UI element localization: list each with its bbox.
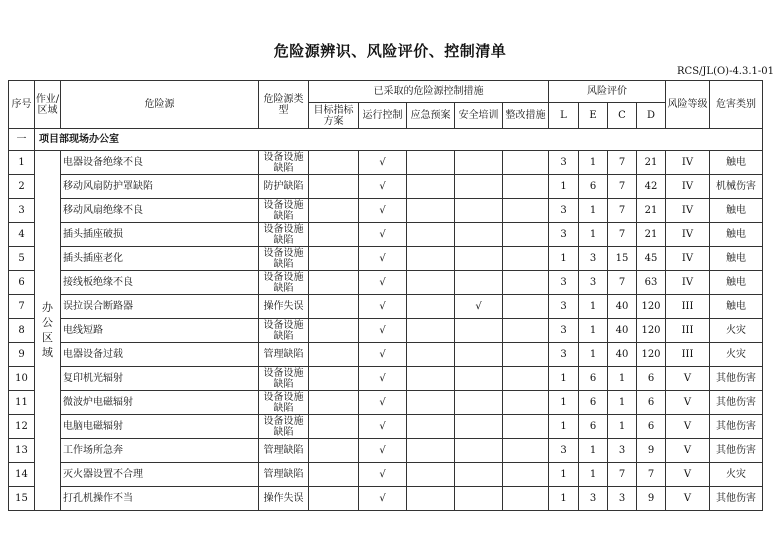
hazard-category: 触电: [710, 223, 763, 247]
hazard-type-cell: 设备设施缺陷: [259, 391, 309, 415]
target-cell: [309, 247, 359, 271]
l-value: 3: [549, 199, 579, 223]
risk-level: III: [666, 319, 710, 343]
rectify-cell: [503, 487, 549, 511]
hazard-category: 其他伤害: [710, 367, 763, 391]
hazard-type-cell: 设备设施缺陷: [259, 223, 309, 247]
table-row: [9, 367, 763, 391]
e-value: 6: [579, 391, 608, 415]
hazard-type-cell: 管理缺陷: [259, 439, 309, 463]
c-value: 7: [608, 175, 637, 199]
hazard-cell: 插头插座老化: [61, 247, 259, 271]
d-value: 7: [637, 463, 666, 487]
target-cell: [309, 439, 359, 463]
e-value: 6: [579, 367, 608, 391]
table-row: [9, 487, 763, 511]
d-value: 42: [637, 175, 666, 199]
emergency-cell: [407, 439, 455, 463]
risk-level: V: [666, 391, 710, 415]
hazard-table: [8, 80, 763, 511]
rectify-cell: [503, 439, 549, 463]
hazard-type-cell: 设备设施缺陷: [259, 247, 309, 271]
l-value: 1: [549, 175, 579, 199]
target-cell: [309, 151, 359, 175]
l-value: 3: [549, 439, 579, 463]
table-row: [9, 271, 763, 295]
row-number: 14: [9, 463, 35, 487]
header-training: 安全培训: [455, 103, 503, 129]
hazard-type-cell: 设备设施缺陷: [259, 271, 309, 295]
d-value: 9: [637, 487, 666, 511]
section-number: 一: [9, 129, 35, 151]
hazard-cell: 接线板绝缘不良: [61, 271, 259, 295]
training-cell: [455, 151, 503, 175]
hazard-category: 触电: [710, 151, 763, 175]
run-control-cell: √: [359, 415, 407, 439]
c-value: 7: [608, 223, 637, 247]
c-value: 1: [608, 367, 637, 391]
header-type: 危险源类型: [259, 81, 309, 129]
header-C: C: [608, 103, 637, 129]
header-rectify: 整改措施: [503, 103, 549, 129]
emergency-cell: [407, 223, 455, 247]
table-row: [9, 295, 763, 319]
d-value: 6: [637, 391, 666, 415]
hazard-cell: 工作场所急奔: [61, 439, 259, 463]
target-cell: [309, 391, 359, 415]
d-value: 63: [637, 271, 666, 295]
rectify-cell: [503, 367, 549, 391]
hazard-category: 其他伤害: [710, 439, 763, 463]
header-level: 风险等级: [666, 81, 710, 129]
training-cell: [455, 463, 503, 487]
row-number: 9: [9, 343, 35, 367]
d-value: 21: [637, 223, 666, 247]
c-value: 7: [608, 271, 637, 295]
header-hazard: 危险源: [61, 81, 259, 129]
hazard-category: 触电: [710, 271, 763, 295]
e-value: 3: [579, 247, 608, 271]
e-value: 1: [579, 319, 608, 343]
target-cell: [309, 343, 359, 367]
hazard-category: 其他伤害: [710, 487, 763, 511]
emergency-cell: [407, 319, 455, 343]
header-measures: 已采取的危险源控制措施: [309, 81, 549, 103]
target-cell: [309, 367, 359, 391]
rectify-cell: [503, 247, 549, 271]
hazard-type-cell: 设备设施缺陷: [259, 199, 309, 223]
header-seq: 序号: [9, 81, 35, 129]
rectify-cell: [503, 175, 549, 199]
target-cell: [309, 415, 359, 439]
target-cell: [309, 271, 359, 295]
row-number: 3: [9, 199, 35, 223]
l-value: 3: [549, 151, 579, 175]
rectify-cell: [503, 295, 549, 319]
rectify-cell: [503, 319, 549, 343]
hazard-cell: 移动风扇绝缘不良: [61, 199, 259, 223]
d-value: 21: [637, 151, 666, 175]
l-value: 1: [549, 367, 579, 391]
row-number: 15: [9, 487, 35, 511]
rectify-cell: [503, 199, 549, 223]
e-value: 1: [579, 151, 608, 175]
hazard-category: 机械伤害: [710, 175, 763, 199]
c-value: 40: [608, 295, 637, 319]
table-row: [9, 343, 763, 367]
hazard-cell: 打孔机操作不当: [61, 487, 259, 511]
hazard-cell: 微波炉电磁辐射: [61, 391, 259, 415]
hazard-cell: 电脑电磁辐射: [61, 415, 259, 439]
run-control-cell: √: [359, 343, 407, 367]
area-label: 办公区域: [42, 301, 53, 359]
header-E: E: [579, 103, 608, 129]
target-cell: [309, 223, 359, 247]
page-title: 危险源辨识、风险评价、控制清单: [273, 42, 507, 60]
hazard-type-cell: 设备设施缺陷: [259, 151, 309, 175]
hazard-type-cell: 操作失误: [259, 295, 309, 319]
run-control-cell: √: [359, 199, 407, 223]
e-value: 6: [579, 415, 608, 439]
rectify-cell: [503, 463, 549, 487]
l-value: 1: [549, 415, 579, 439]
hazard-cell: 插头插座破损: [61, 223, 259, 247]
hazard-category: 其他伤害: [710, 415, 763, 439]
header-category: 危害类别: [710, 81, 763, 129]
run-control-cell: √: [359, 391, 407, 415]
header-D: D: [637, 103, 666, 129]
rectify-cell: [503, 391, 549, 415]
run-control-cell: √: [359, 271, 407, 295]
l-value: 3: [549, 319, 579, 343]
target-cell: [309, 487, 359, 511]
emergency-cell: [407, 295, 455, 319]
table-row: [9, 415, 763, 439]
training-cell: [455, 439, 503, 463]
training-cell: [455, 247, 503, 271]
training-cell: [455, 223, 503, 247]
risk-level: V: [666, 487, 710, 511]
training-cell: [455, 367, 503, 391]
e-value: 1: [579, 295, 608, 319]
row-number: 13: [9, 439, 35, 463]
hazard-cell: 电器设备绝缘不良: [61, 151, 259, 175]
hazard-category: 触电: [710, 247, 763, 271]
risk-level: V: [666, 415, 710, 439]
run-control-cell: √: [359, 319, 407, 343]
hazard-cell: 复印机光辐射: [61, 367, 259, 391]
emergency-cell: [407, 367, 455, 391]
area-cell: [35, 151, 61, 511]
run-control-cell: √: [359, 175, 407, 199]
table-row: [9, 439, 763, 463]
emergency-cell: [407, 247, 455, 271]
d-value: 120: [637, 295, 666, 319]
table-row: [9, 151, 763, 175]
hazard-category: 火灾: [710, 319, 763, 343]
training-cell: [455, 271, 503, 295]
risk-level: V: [666, 367, 710, 391]
hazard-type-cell: 管理缺陷: [259, 463, 309, 487]
training-cell: [455, 415, 503, 439]
section-row: [9, 129, 763, 151]
e-value: 3: [579, 271, 608, 295]
hazard-type-cell: 操作失误: [259, 487, 309, 511]
row-number: 4: [9, 223, 35, 247]
emergency-cell: [407, 463, 455, 487]
target-cell: [309, 175, 359, 199]
row-number: 12: [9, 415, 35, 439]
risk-level: IV: [666, 175, 710, 199]
e-value: 1: [579, 439, 608, 463]
section-name: 项目部现场办公室: [35, 129, 763, 151]
hazard-type-cell: 管理缺陷: [259, 343, 309, 367]
training-cell: [455, 343, 503, 367]
e-value: 1: [579, 223, 608, 247]
target-cell: [309, 319, 359, 343]
rectify-cell: [503, 223, 549, 247]
e-value: 1: [579, 199, 608, 223]
hazard-cell: 电线短路: [61, 319, 259, 343]
hazard-cell: 灭火器设置不合理: [61, 463, 259, 487]
run-control-cell: √: [359, 223, 407, 247]
target-cell: [309, 199, 359, 223]
run-control-cell: √: [359, 247, 407, 271]
c-value: 1: [608, 391, 637, 415]
hazard-cell: 移动风扇防护罩缺陷: [61, 175, 259, 199]
document-number: RCS/JL(O)-4.3.1-01: [677, 66, 774, 77]
emergency-cell: [407, 175, 455, 199]
row-number: 1: [9, 151, 35, 175]
header-risk-eval: 风险评价: [549, 81, 666, 103]
c-value: 15: [608, 247, 637, 271]
risk-level: V: [666, 463, 710, 487]
d-value: 120: [637, 319, 666, 343]
emergency-cell: [407, 391, 455, 415]
l-value: 1: [549, 247, 579, 271]
table-row: [9, 175, 763, 199]
c-value: 3: [608, 487, 637, 511]
emergency-cell: [407, 151, 455, 175]
hazard-category: 触电: [710, 295, 763, 319]
emergency-cell: [407, 415, 455, 439]
c-value: 3: [608, 439, 637, 463]
e-value: 6: [579, 175, 608, 199]
hazard-category: 其他伤害: [710, 391, 763, 415]
hazard-category: 火灾: [710, 343, 763, 367]
e-value: 1: [579, 463, 608, 487]
l-value: 1: [549, 391, 579, 415]
table-row: [9, 247, 763, 271]
e-value: 1: [579, 343, 608, 367]
header-area: 作业/区域: [35, 81, 61, 129]
risk-level: IV: [666, 199, 710, 223]
run-control-cell: √: [359, 487, 407, 511]
row-number: 8: [9, 319, 35, 343]
e-value: 3: [579, 487, 608, 511]
hazard-cell: 电器设备过载: [61, 343, 259, 367]
table-row: [9, 463, 763, 487]
header-target: 目标指标方案: [309, 103, 359, 129]
c-value: 40: [608, 319, 637, 343]
c-value: 7: [608, 151, 637, 175]
hazard-category: 触电: [710, 199, 763, 223]
emergency-cell: [407, 199, 455, 223]
run-control-cell: √: [359, 295, 407, 319]
row-number: 11: [9, 391, 35, 415]
d-value: 6: [637, 367, 666, 391]
rectify-cell: [503, 271, 549, 295]
hazard-cell: 误拉误合断路器: [61, 295, 259, 319]
row-number: 7: [9, 295, 35, 319]
row-number: 5: [9, 247, 35, 271]
hazard-type-cell: 设备设施缺陷: [259, 319, 309, 343]
rectify-cell: [503, 415, 549, 439]
hazard-type-cell: 设备设施缺陷: [259, 415, 309, 439]
training-cell: [455, 175, 503, 199]
run-control-cell: √: [359, 439, 407, 463]
run-control-cell: √: [359, 151, 407, 175]
hazard-type-cell: 防护缺陷: [259, 175, 309, 199]
c-value: 40: [608, 343, 637, 367]
table-row: [9, 391, 763, 415]
training-cell: [455, 391, 503, 415]
row-number: 2: [9, 175, 35, 199]
emergency-cell: [407, 271, 455, 295]
l-value: 3: [549, 271, 579, 295]
l-value: 1: [549, 463, 579, 487]
training-cell: [455, 199, 503, 223]
hazard-category: 火灾: [710, 463, 763, 487]
row-number: 6: [9, 271, 35, 295]
emergency-cell: [407, 487, 455, 511]
risk-level: III: [666, 295, 710, 319]
emergency-cell: [407, 343, 455, 367]
risk-level: III: [666, 343, 710, 367]
l-value: 3: [549, 295, 579, 319]
header-run-control: 运行控制: [359, 103, 407, 129]
header-L: L: [549, 103, 579, 129]
target-cell: [309, 463, 359, 487]
run-control-cell: √: [359, 367, 407, 391]
training-cell: [455, 487, 503, 511]
table-row: [9, 223, 763, 247]
rectify-cell: [503, 151, 549, 175]
d-value: 21: [637, 199, 666, 223]
training-cell: [455, 319, 503, 343]
rectify-cell: [503, 343, 549, 367]
risk-level: IV: [666, 271, 710, 295]
run-control-cell: √: [359, 463, 407, 487]
l-value: 1: [549, 487, 579, 511]
training-cell: √: [455, 295, 503, 319]
risk-level: IV: [666, 151, 710, 175]
c-value: 7: [608, 199, 637, 223]
risk-level: IV: [666, 247, 710, 271]
d-value: 9: [637, 439, 666, 463]
d-value: 6: [637, 415, 666, 439]
row-number: 10: [9, 367, 35, 391]
risk-level: IV: [666, 223, 710, 247]
l-value: 3: [549, 223, 579, 247]
l-value: 3: [549, 343, 579, 367]
d-value: 120: [637, 343, 666, 367]
table-row: [9, 319, 763, 343]
risk-level: V: [666, 439, 710, 463]
c-value: 1: [608, 415, 637, 439]
d-value: 45: [637, 247, 666, 271]
hazard-type-cell: 设备设施缺陷: [259, 367, 309, 391]
c-value: 7: [608, 463, 637, 487]
target-cell: [309, 295, 359, 319]
table-row: [9, 199, 763, 223]
header-emergency: 应急预案: [407, 103, 455, 129]
